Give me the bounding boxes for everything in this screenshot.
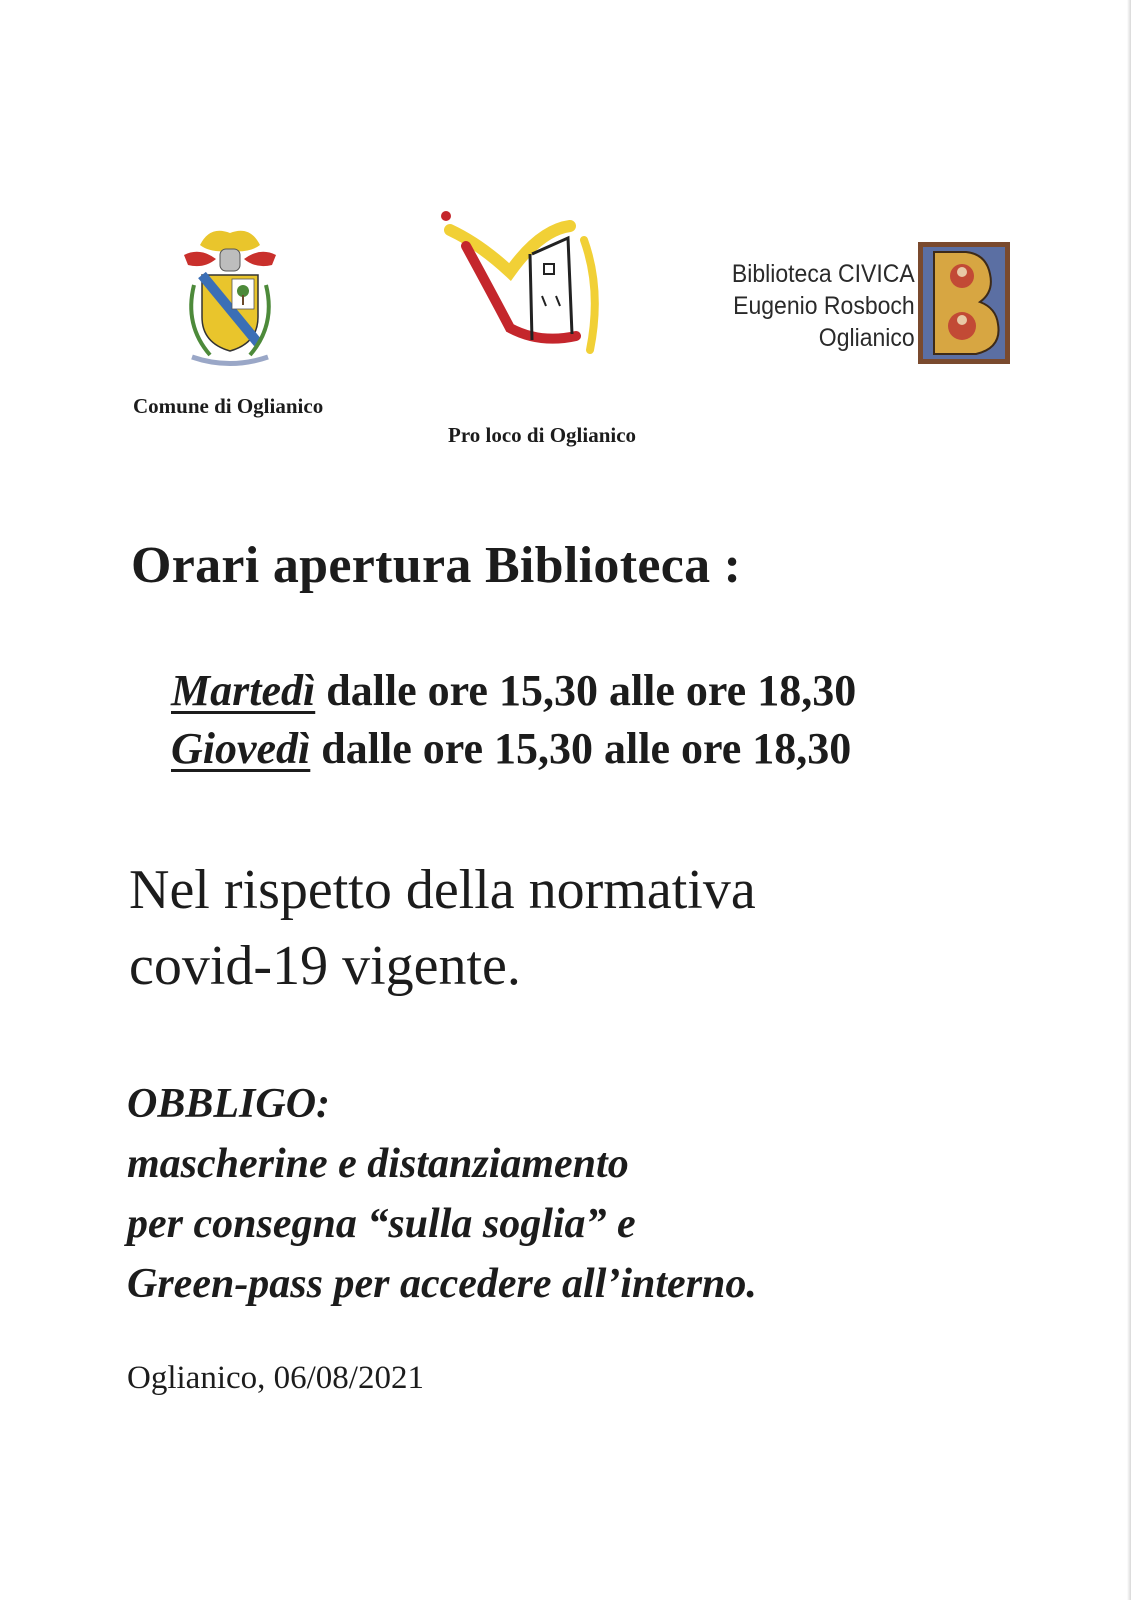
biblioteca-line: Biblioteca CIVICA bbox=[732, 260, 915, 288]
date-line: Oglianico, 06/08/2021 bbox=[127, 1360, 424, 1396]
illuminated-initial-logo bbox=[918, 242, 1010, 364]
page-title: Orari apertura Biblioteca : bbox=[131, 537, 742, 594]
hours-row-tuesday bbox=[171, 662, 856, 720]
obligation-line: Green-pass per accedere all’interno. bbox=[127, 1261, 757, 1307]
page-edge-shadow bbox=[1127, 0, 1131, 1600]
biblioteca-logo-text bbox=[732, 258, 915, 354]
comune-crest-logo bbox=[170, 225, 290, 375]
notice-line: Nel rispetto della normativa bbox=[129, 859, 756, 921]
obligation-block bbox=[127, 1074, 757, 1314]
proloco-logo bbox=[440, 210, 620, 380]
day-label: Giovedì bbox=[171, 724, 311, 773]
obligation-line: mascherine e distanziamento bbox=[127, 1141, 629, 1187]
biblioteca-line: Eugenio Rosboch bbox=[733, 292, 915, 320]
biblioteca-line: Oglianico bbox=[819, 324, 915, 352]
hours-row-thursday bbox=[171, 720, 856, 778]
opening-hours bbox=[171, 662, 856, 778]
hours-text: dalle ore 15,30 alle ore 18,30 bbox=[315, 666, 857, 715]
hours-text: dalle ore 15,30 alle ore 18,30 bbox=[310, 724, 852, 773]
covid-notice bbox=[129, 852, 756, 1004]
comune-caption: Comune di Oglianico bbox=[133, 394, 324, 418]
proloco-caption: Pro loco di Oglianico bbox=[448, 423, 637, 447]
day-label: Martedì bbox=[171, 666, 316, 715]
obligation-line: per consegna “sulla soglia” e bbox=[127, 1201, 636, 1247]
obligation-heading: OBBLIGO: bbox=[127, 1081, 331, 1127]
notice-line: covid-19 vigente. bbox=[129, 935, 521, 997]
